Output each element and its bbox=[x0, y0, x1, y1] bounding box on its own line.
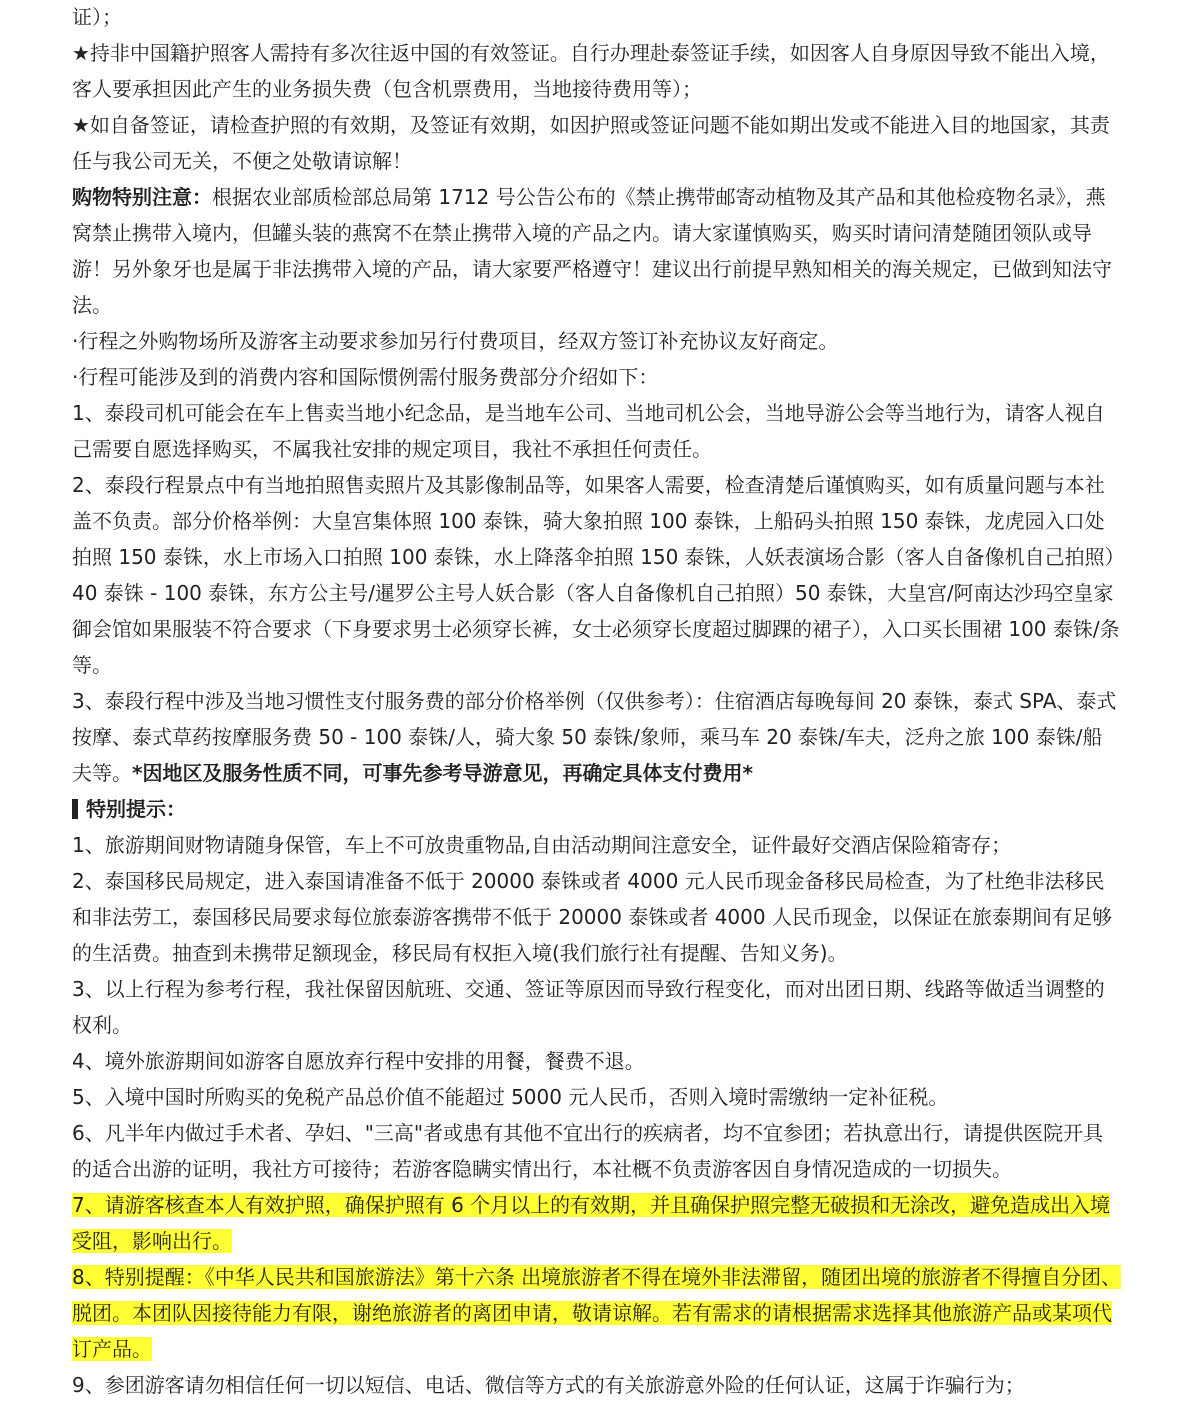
tip-1: 1、旅游期间财物请随身保管，车上不可放贵重物品,自由活动期间注意安全，证件最好交酒店保险箱寄存； bbox=[72, 833, 1012, 857]
tip-8-text: 8、特别提醒：《中华人民共和国旅游法》第十六条 出境旅游者不得在境外非法滞留，随团出境的旅游者不得擅自分团、脱团。本团队因接待能力有限，谢绝旅游者的离团申请，敬请谅解。若有需求的请根据需求选择其他旅游产品或某项代订产品。 bbox=[72, 1265, 1122, 1361]
document-body bbox=[72, 0, 1122, 1403]
paragraph-2: ★持非中国籍护照客人需持有多次往返中国的有效签证。自行办理赴泰签证手续，如因客人自身原因导致不能出入境，客人要承担因此产生的业务损失费（包含机票费用，当地接待费用等）； bbox=[72, 41, 1110, 101]
fee-item-2: 2、泰段行程景点中有当地拍照售卖照片及其影像制品等，如果客人需要，检查清楚后谨慎购买，如有质量问题与本社盖不负责。部分价格举例：大皇宫集体照 100 泰铢，骑大象拍照 100 泰铢，上船码头拍照 150 泰铢，龙虎园入口处拍照 150 泰铢，水上市场入口拍照 100 泰铢，水上降落伞拍照 150 泰铢，人妖表演场合影（客人自备像机自己拍照）40 泰铢 - 100 泰铢，东方公主号/暹罗公主号人妖合影（客人自备像机自己拍照）50 泰铢，大皇宫/阿南达沙玛空皇家御会馆如果服装不符合要求（下身要求男士必须穿长裤，女士必须穿长度超过脚踝的裙子），入口买长围裙 100 泰铢/条等。 bbox=[72, 473, 1120, 677]
tip-5: 5、入境中国时所购买的免税产品总价值不能超过 5000 元人民币，否则入境时需缴纳一定补征税。 bbox=[72, 1085, 949, 1109]
paragraph-3: ★如自备签证，请检查护照的有效期，及签证有效期，如因护照或签证问题不能如期出发或不能进入目的地国家，其责任与我公司无关，不便之处敬请谅解！ bbox=[72, 113, 1110, 173]
shopping-notice bbox=[72, 179, 1122, 323]
fee-item-3 bbox=[72, 683, 1122, 791]
tip-6: 6、凡半年内做过手术者、孕妇、"三高"者或患有其他不宜出行的疾病者，均不宜参团；若执意出行，请提供医院开具的适合出游的证明，我社方可接待；若游客隐瞒实情出行，本社概不负责游客因自身情况造成的一切损失。 bbox=[72, 1121, 1104, 1181]
tip-8-highlighted bbox=[72, 1259, 1122, 1367]
special-tips-heading bbox=[72, 791, 1122, 827]
tip-7-text: 7、请游客核查本人有效护照，确保护照有 6 个月以上的有效期，并且确保护照完整无破损和无涂改，避免造成出入境受阻，影响出行。 bbox=[72, 1193, 1111, 1253]
shopping-notice-text: 根据农业部质检部总局第 1712 号公告公布的《禁止携带邮寄动植物及其产品和其他检疫物名录》，燕窝禁止携带入境内，但罐头装的燕窝不在禁止携带入境的产品之内。请大家谨慎购买，购买时请问清楚随团领队或导游！另外象牙也是属于非法携带入境的产品，请大家要严格遵守！建议出行前提早熟知相关的海关规定，已做到知法守法。 bbox=[72, 185, 1112, 317]
tip-3: 3、以上行程为参考行程，我社保留因航班、交通、签证等原因而导致行程变化，而对出团日期、线路等做适当调整的权利。 bbox=[72, 977, 1105, 1037]
special-tips-title: 特别提示： bbox=[86, 797, 186, 821]
paragraph-1: 证）； bbox=[72, 5, 122, 29]
tip-2: 2、泰国移民局规定，进入泰国请准备不低于 20000 泰铢或者 4000 元人民币现金备移民局检查，为了杜绝非法移民和非法劳工，泰国移民局要求每位旅泰游客携带不低于 20000 泰铢或者 4000 人民币现金，以保证在旅泰期间有足够的生活费。抽查到未携带足额现金，移民局有权拒入境(我们旅行社有提醒、告知义务)。 bbox=[72, 869, 1112, 965]
paragraph-6: ·行程可能涉及到的消费内容和国际惯例需付服务费部分介绍如下： bbox=[72, 365, 659, 389]
fee-item-3-text: 3、泰段行程中涉及当地习惯性支付服务费的部分价格举例（仅供参考）：住宿酒店每晚每间 20 泰铢，泰式 SPA、泰式按摩、泰式草药按摩服务费 50 - 100 泰铢/人，骑大象 50 泰铢/象师，乘马车 20 泰铢/车夫，泛舟之旅 100 泰铢/船夫等。 bbox=[72, 689, 1117, 785]
shopping-notice-label: 购物特别注意： bbox=[72, 185, 212, 209]
fee-item-3-note: *因地区及服务性质不同，可事先参考导游意见，再确定具体支付费用* bbox=[132, 761, 753, 785]
tip-7-highlighted bbox=[72, 1187, 1122, 1259]
fee-item-1: 1、泰段司机可能会在车上售卖当地小纪念品，是当地车公司、当地司机公会，当地导游公会等当地行为，请客人视自己需要自愿选择购买，不属我社安排的规定项目，我社不承担任何责任。 bbox=[72, 401, 1105, 461]
tip-4: 4、境外旅游期间如游客自愿放弃行程中安排的用餐，餐费不退。 bbox=[72, 1049, 645, 1073]
section-marker bbox=[72, 799, 78, 819]
paragraph-5: ·行程之外购物场所及游客主动要求参加另行付费项目，经双方签订补充协议友好商定。 bbox=[72, 329, 839, 353]
tip-9: 9、参团游客请勿相信任何一切以短信、电话、微信等方式的有关旅游意外险的任何认证，这属于诈骗行为； bbox=[72, 1373, 1025, 1397]
